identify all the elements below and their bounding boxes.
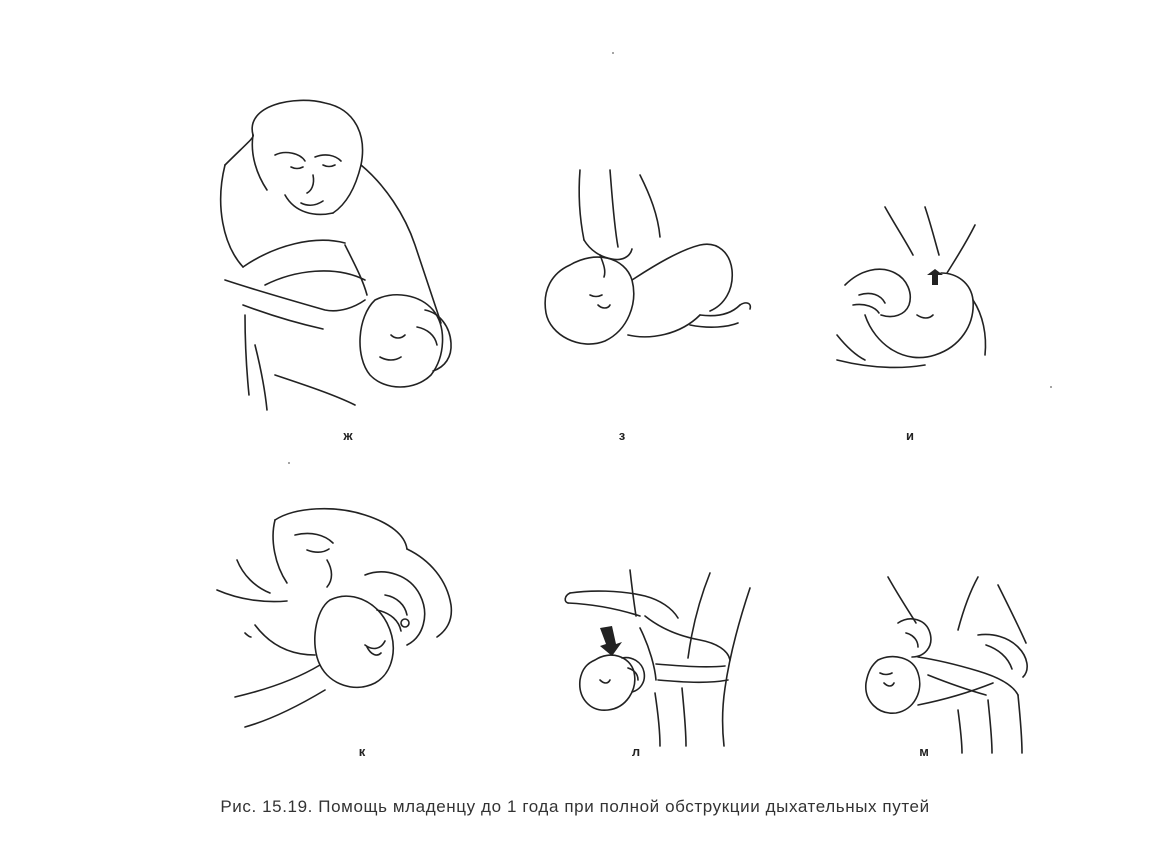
panel-label-i: и xyxy=(906,428,914,443)
rescue-breathing-illustration xyxy=(215,505,460,735)
illustration-panel-z xyxy=(540,165,760,360)
illustration-panel-l xyxy=(560,568,760,748)
panel-label-m: м xyxy=(919,744,929,759)
illustration-panel-k xyxy=(215,505,460,735)
back-blows-illustration xyxy=(560,568,760,748)
illustration-panel-zh xyxy=(205,95,465,415)
illustration-panel-m xyxy=(858,575,1048,755)
illustration-panel-i xyxy=(835,205,990,375)
panel-label-zh: ж xyxy=(343,428,353,443)
chest-thrusts-illustration xyxy=(858,575,1048,755)
infant-mouth-clear-illustration xyxy=(835,205,990,375)
rescuer-head-tilt-illustration xyxy=(205,95,465,415)
scan-speck xyxy=(612,52,614,54)
scan-speck xyxy=(288,462,290,464)
figure-caption: Рис. 15.19. Помощь младенцу до 1 года при полной обструкции дыхательных путей xyxy=(220,797,930,816)
infant-airway-check-illustration xyxy=(540,165,760,360)
scan-speck xyxy=(1050,386,1052,388)
panel-label-z: з xyxy=(618,428,626,443)
panel-label-l: л xyxy=(631,744,641,759)
panel-label-k: к xyxy=(358,744,366,759)
